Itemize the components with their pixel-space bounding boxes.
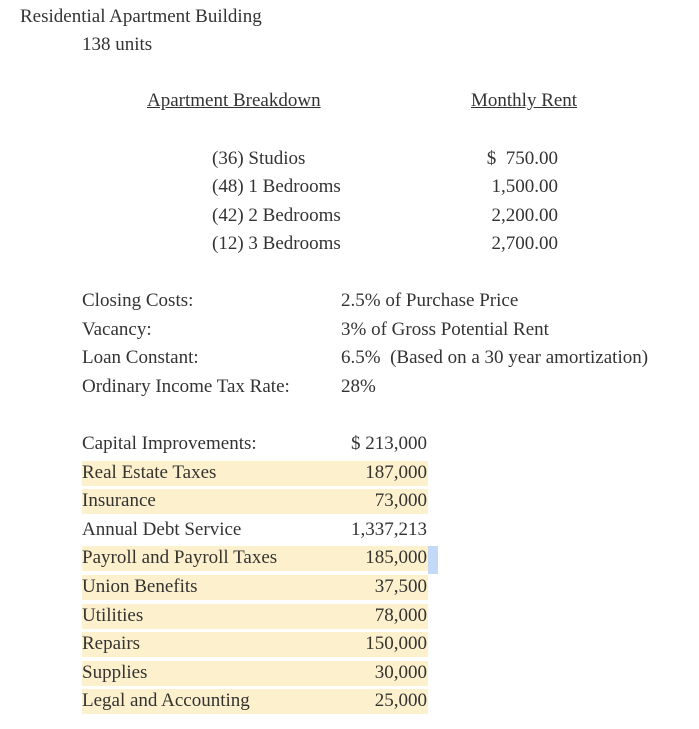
expense-value: 1,337,213 — [351, 519, 427, 540]
expense-value: 25,000 — [374, 690, 427, 711]
assumption-label: Loan Constant: — [82, 347, 199, 368]
expense-value: 187,000 — [365, 462, 427, 483]
unit-count: 138 units — [82, 34, 153, 55]
apartment-rent: $ 750.00 — [486, 148, 558, 169]
expense-label: Insurance — [82, 490, 156, 511]
expense-value: 78,000 — [374, 605, 427, 626]
document-title: Residential Apartment Building — [20, 6, 262, 27]
assumption-label: Closing Costs: — [82, 290, 194, 311]
expense-label: Utilities — [82, 605, 144, 626]
apartment-type: (36) Studios — [212, 148, 306, 169]
expense-label: Capital Improvements: — [82, 433, 257, 454]
expense-value: 185,000 — [365, 547, 427, 568]
assumption-value: 28% — [341, 376, 376, 397]
expense-label: Repairs — [82, 633, 141, 654]
expense-value: $ 213,000 — [351, 433, 427, 454]
text-selection-marker — [428, 546, 438, 574]
apartment-type: (12) 3 Bedrooms — [212, 233, 341, 254]
apartment-rent: 1,500.00 — [491, 176, 558, 197]
expense-value: 150,000 — [365, 633, 427, 654]
apartment-rent: 2,700.00 — [491, 233, 558, 254]
apartment-rent: 2,200.00 — [491, 205, 558, 226]
apartment-breakdown-heading: Apartment Breakdown — [147, 90, 321, 111]
expense-label: Union Benefits — [82, 576, 198, 597]
expense-label: Payroll and Payroll Taxes — [82, 547, 278, 568]
assumption-value: 6.5% (Based on a 30 year amortization) — [341, 347, 649, 368]
apartment-type: (42) 2 Bedrooms — [212, 205, 341, 226]
assumption-label: Ordinary Income Tax Rate: — [82, 376, 290, 397]
assumption-value: 3% of Gross Potential Rent — [341, 319, 549, 340]
expense-label: Supplies — [82, 662, 148, 683]
apartment-type: (48) 1 Bedrooms — [212, 176, 341, 197]
expense-label: Annual Debt Service — [82, 519, 242, 540]
expense-value: 37,500 — [374, 576, 427, 597]
expense-value: 73,000 — [374, 490, 427, 511]
monthly-rent-heading: Monthly Rent — [471, 90, 578, 111]
assumption-label: Vacancy: — [82, 319, 152, 340]
assumption-value: 2.5% of Purchase Price — [341, 290, 519, 311]
expense-label: Real Estate Taxes — [82, 462, 217, 483]
expense-label: Legal and Accounting — [82, 690, 250, 711]
expense-value: 30,000 — [374, 662, 427, 683]
